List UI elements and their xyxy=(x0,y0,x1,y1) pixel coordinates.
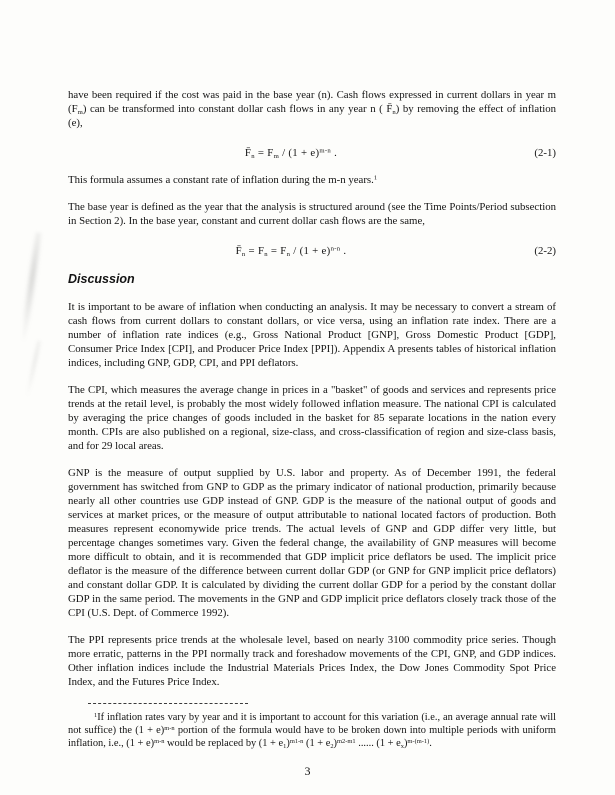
footnote-separator-rule xyxy=(88,703,248,704)
scan-artifact-smudge xyxy=(18,232,43,342)
scan-artifact-smudge-small xyxy=(24,340,42,400)
paragraph-intro: have been required if the cost was paid in the base year (n). Cash flows expressed in current dollars in year m $(F_m)$ can be transformed into constant dollar cash flows in any year n ( $F̄_n$) by removing the effect of inflation (e), xyxy=(68,89,556,129)
page-number: 3 xyxy=(304,764,311,778)
equation-2-1: $F̄_n = F_m / (1 + e)^{m-n}$ . xyxy=(244,147,338,160)
discussion-heading: Discussion xyxy=(68,272,135,286)
paragraph-gnp-gdp: GNP is the measure of output supplied by U.S. labor and property. As of December 1991, the federal government has switched from GNP to GDP as the primary indicator of national production, primarily because nearly all other countries use GDP instead of GNP. GDP is the measure of the national output of goods and services at market prices, or the measure of output attributable to national located factors of production. Both measures represent economywide price trends. The actual levels of GNP and GDP differ very little, but percentage changes sometimes vary. Given the federal change, the availability of GNP measures will become more difficult to obtain, and it is recommended that GDP implicit price deflators be used. The implicit price deflator is the measure of the difference between current dollar GDP (or GNP for GNP implicit price deflators) and constant dollar GDP. It is calculated by dividing the current dollar GDP for a period by the constant dollar GDP in the same period. The movements in the GNP and GDP implicit price deflators closely track those of the CPI (U.S. Dept. of Commerce 1992). xyxy=(68,467,556,619)
equation-2-2-row xyxy=(68,244,556,258)
footnote-block xyxy=(68,698,556,750)
paragraph-base-year: The base year is defined as the year that the analysis is structured around (see the Time Points/Period subsection in Section 2). In the base year, constant and current dollar cash flows are the same, xyxy=(68,201,556,227)
equation-2-1-row xyxy=(68,146,556,160)
paragraph-formula-note: This formula assumes a constant rate of inflation during the m-n years.$^1$ xyxy=(68,174,378,186)
paragraph-cpi: The CPI, which measures the average change in prices in a "basket" of goods and services and represents price trends at the retail level, is probably the most widely followed inflation measure. The national CPI is calculated by averaging the price changes of goods included in the basket for 85 separate locations in the nation every month. CPIs are also published on a regional, size-class, and cross-classification of region and size-class basis, and for 29 local areas. xyxy=(68,384,556,452)
equation-2-2-label: (2-2) xyxy=(534,245,556,257)
paragraph-inflation-awareness: It is important to be aware of inflation when conducting an analysis. It may be necessary to convert a stream of cash flows from current dollars to constant dollars, or vice versa, using an inflation rate index. There are a number of inflation rate indices (e.g., Gross National Product [GNP], Gross Domestic Product [GDP], Consumer Price Index [CPI], and Producer Price Index [PPI]). Appendix A presents tables of historical inflation indices, including GNP, GDP, CPI, and PPI deflators. xyxy=(68,301,556,369)
paragraph-ppi: The PPI represents price trends at the wholesale level, based on nearly 3100 commodity price series. Though more erratic, patterns in the PPI normally track and foreshadow movements of the CPI, GNP, and GDP indices. Other inflation indices include the Industrial Materials Prices Index, the Dow Jones Commodity Spot Price Index, and the Futures Price Index. xyxy=(68,634,556,688)
footnote-text: $^1$If inflation rates vary by year and it is important to account for this variation (i.e., an average annual rate will not suffice) the $(1 + e)^{m-n}$ portion of the formula would have to be broken down into multiple periods with uniform inflation, i.e., $(1 + e)^{m-n}$ would be replaced by $(1 + e_1)^{m1-n}$ $(1 + e_2)^{m2-m1}$ ...... $(1 + e_x)^{m-(m-1)}$. xyxy=(68,711,556,750)
text-column xyxy=(68,88,556,702)
equation-2-1-label: (2-1) xyxy=(534,147,556,159)
equation-2-2: $F̄_n = F_n = F_n / (1 + e)^{n-n}$ . xyxy=(235,245,347,258)
